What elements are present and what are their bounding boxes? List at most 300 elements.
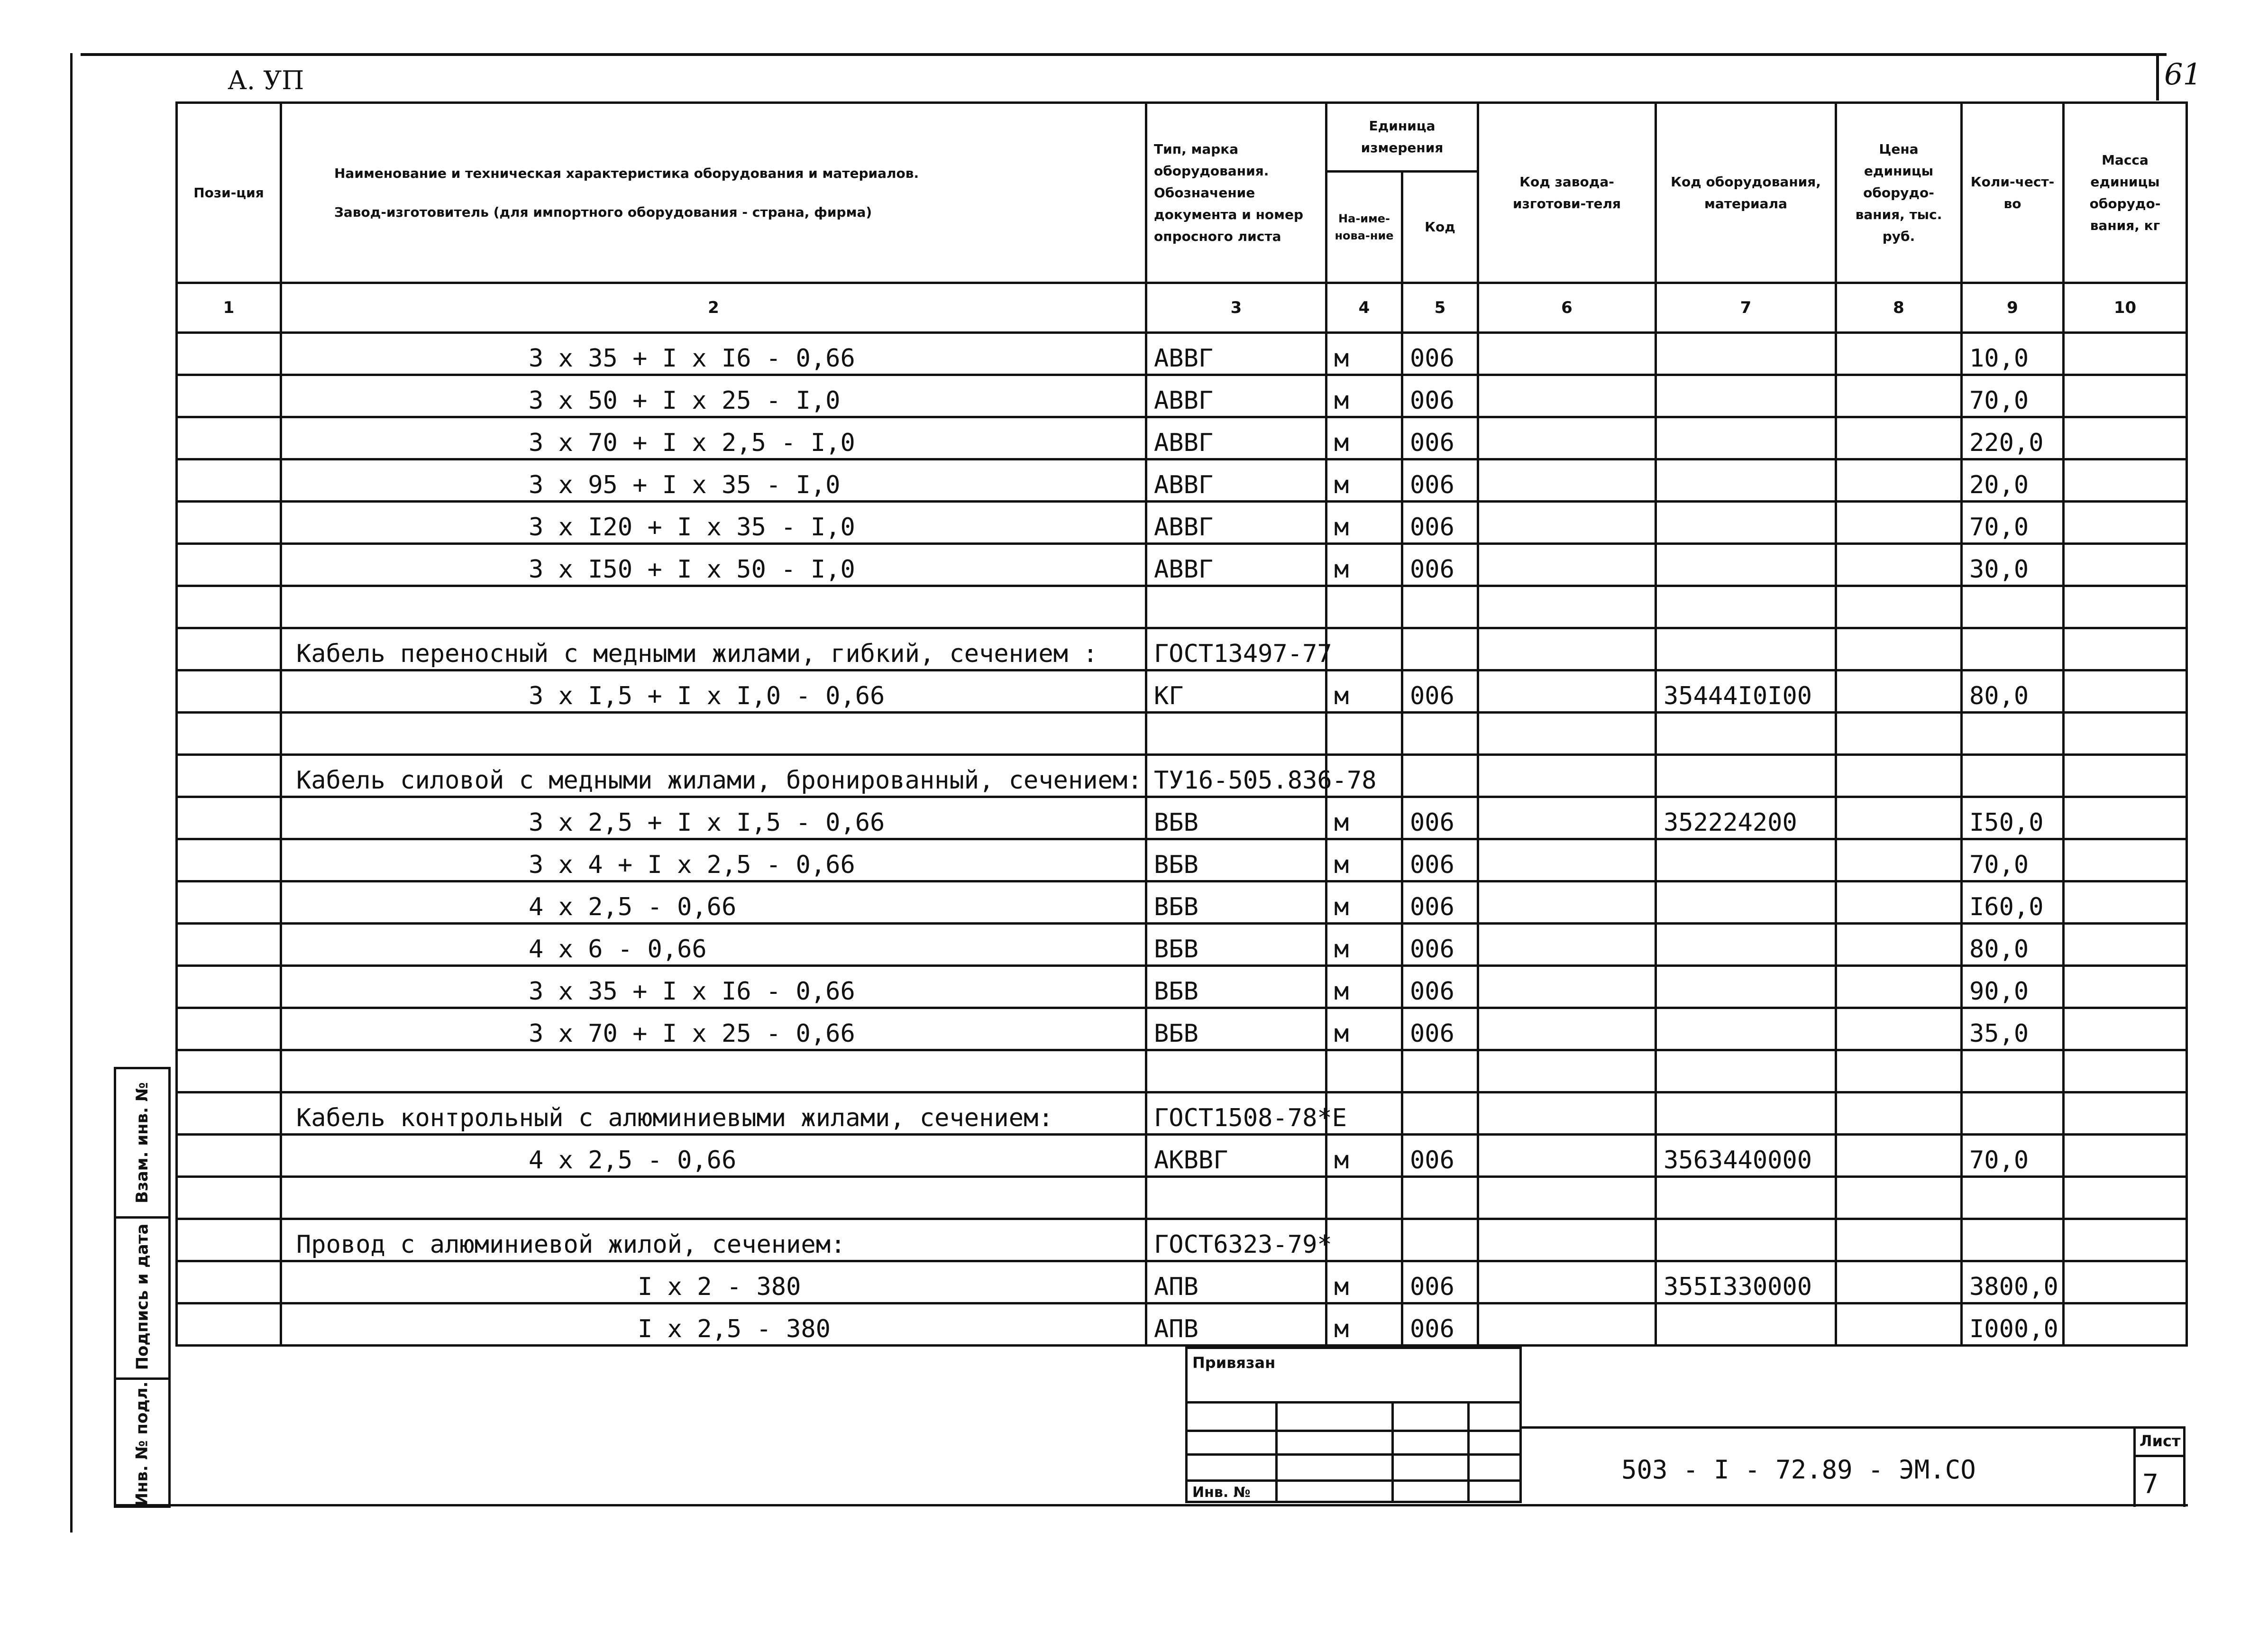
quantity-cell: I50,0 <box>1962 797 2064 839</box>
position-cell <box>177 755 281 797</box>
material-code-cell <box>1656 839 1836 881</box>
mfr-code-cell <box>1478 375 1656 417</box>
name-cell <box>281 586 1146 628</box>
type-cell: АПВ <box>1146 1261 1326 1303</box>
unit-code-cell: 006 <box>1402 333 1478 375</box>
position-cell <box>177 839 281 881</box>
price-cell <box>1836 755 1962 797</box>
name-cell: 3 x 35 + I x I6 - 0,66 <box>281 966 1146 1008</box>
name-cell: Провод с алюминиевой жилой, сечением: <box>281 1219 1146 1261</box>
col-header-material-code: Код оборудования, материала <box>1656 103 1836 283</box>
table-row <box>177 1303 2187 1346</box>
quantity-cell: 220,0 <box>1962 417 2064 459</box>
mfr-code-cell <box>1478 1303 1656 1346</box>
name-cell <box>281 713 1146 755</box>
quantity-cell <box>1962 1050 2064 1092</box>
price-cell <box>1836 1008 1962 1050</box>
unit-code-cell: 006 <box>1402 966 1478 1008</box>
name-cell: 4 x 6 - 0,66 <box>281 924 1146 966</box>
col-number: 4 <box>1326 283 1402 333</box>
material-code-cell <box>1656 1219 1836 1261</box>
col-header-price: Цена единицы оборудо-вания, тыс. руб. <box>1836 103 1962 283</box>
table-row <box>177 881 2187 924</box>
type-cell: АВВГ <box>1146 459 1326 502</box>
name-cell: Кабель переносный с медными жилами, гибкий, сечением : <box>281 628 1146 670</box>
price-cell <box>1836 1092 1962 1135</box>
material-code-cell <box>1656 375 1836 417</box>
unit-code-cell <box>1402 628 1478 670</box>
table-row <box>177 628 2187 670</box>
mass-cell <box>2064 670 2187 713</box>
bound-grid-line <box>1391 1401 1394 1503</box>
unit-name-cell: м <box>1326 1261 1402 1303</box>
mass-cell <box>2064 1177 2187 1219</box>
bound-label: Привязан <box>1192 1354 1276 1372</box>
table-row <box>177 713 2187 755</box>
quantity-cell <box>1962 628 2064 670</box>
bound-grid-line <box>1275 1401 1278 1503</box>
col-number: 8 <box>1836 283 1962 333</box>
material-code-cell <box>1656 333 1836 375</box>
quantity-cell <box>1962 713 2064 755</box>
type-cell: ГОСТ6323-79* <box>1146 1219 1326 1261</box>
unit-name-cell: м <box>1326 333 1402 375</box>
quantity-cell: 70,0 <box>1962 1135 2064 1177</box>
frame-bottom-line <box>114 1504 2188 1506</box>
price-cell <box>1836 586 1962 628</box>
quantity-cell: 30,0 <box>1962 544 2064 586</box>
name-cell: I x 2 - 380 <box>281 1261 1146 1303</box>
material-code-cell <box>1656 713 1836 755</box>
table-row <box>177 797 2187 839</box>
quantity-cell: 80,0 <box>1962 670 2064 713</box>
mass-cell <box>2064 755 2187 797</box>
position-cell <box>177 375 281 417</box>
mfr-code-cell <box>1478 755 1656 797</box>
unit-code-cell: 006 <box>1402 924 1478 966</box>
sheet-label: Лист <box>2140 1432 2181 1450</box>
position-cell <box>177 417 281 459</box>
col-header-name-line1: Наименование и техническая характеристика оборудования и материалов. <box>334 165 919 181</box>
price-cell <box>1836 628 1962 670</box>
table-row <box>177 586 2187 628</box>
unit-code-cell: 006 <box>1402 1008 1478 1050</box>
unit-code-cell: 006 <box>1402 881 1478 924</box>
unit-code-cell: 006 <box>1402 544 1478 586</box>
sheet-separator <box>2136 1455 2183 1457</box>
material-code-cell <box>1656 881 1836 924</box>
mass-cell <box>2064 375 2187 417</box>
mfr-code-cell <box>1478 1177 1656 1219</box>
mass-cell <box>2064 544 2187 586</box>
quantity-cell <box>1962 586 2064 628</box>
table-row <box>177 333 2187 375</box>
type-cell: ГОСТ1508-78*Е <box>1146 1092 1326 1135</box>
price-cell <box>1836 1303 1962 1346</box>
mass-cell <box>2064 839 2187 881</box>
strip-sign-date: Подпись и дата <box>133 1223 152 1370</box>
type-cell: ТУ16-505.836-78 <box>1146 755 1326 797</box>
quantity-cell: I000,0 <box>1962 1303 2064 1346</box>
price-cell <box>1836 797 1962 839</box>
quantity-cell <box>1962 1092 2064 1135</box>
price-cell <box>1836 1135 1962 1177</box>
col-number: 7 <box>1656 283 1836 333</box>
quantity-cell: 35,0 <box>1962 1008 2064 1050</box>
specification-body <box>177 333 2187 1346</box>
type-cell <box>1146 1050 1326 1092</box>
material-code-cell: 3563440000 <box>1656 1135 1836 1177</box>
price-cell <box>1836 502 1962 544</box>
type-cell: АВВГ <box>1146 544 1326 586</box>
name-cell: 3 x 4 + I x 2,5 - 0,66 <box>281 839 1146 881</box>
unit-name-cell: м <box>1326 881 1402 924</box>
stamp-top-line <box>1522 1426 2186 1429</box>
unit-name-cell <box>1326 1177 1402 1219</box>
position-cell <box>177 924 281 966</box>
name-cell: 3 x 70 + I x 25 - 0,66 <box>281 1008 1146 1050</box>
mass-cell <box>2064 333 2187 375</box>
strip-inv-swap: Взам. инв. № <box>133 1082 152 1203</box>
table-row <box>177 1135 2187 1177</box>
price-cell <box>1836 333 1962 375</box>
unit-name-cell: м <box>1326 375 1402 417</box>
mass-cell <box>2064 713 2187 755</box>
unit-code-cell <box>1402 1177 1478 1219</box>
quantity-cell: 10,0 <box>1962 333 2064 375</box>
type-cell: ВБВ <box>1146 966 1326 1008</box>
table-row <box>177 1219 2187 1261</box>
position-cell <box>177 1219 281 1261</box>
type-cell <box>1146 586 1326 628</box>
col-number: 3 <box>1146 283 1326 333</box>
price-cell <box>1836 1261 1962 1303</box>
mfr-code-cell <box>1478 713 1656 755</box>
bound-grid-line <box>1188 1479 1519 1482</box>
binding-strip <box>114 1067 171 1508</box>
mfr-code-cell <box>1478 417 1656 459</box>
sheet-box <box>2133 1426 2186 1507</box>
type-cell <box>1146 1177 1326 1219</box>
material-code-cell <box>1656 544 1836 586</box>
mfr-code-cell <box>1478 839 1656 881</box>
name-cell: 4 x 2,5 - 0,66 <box>281 1135 1146 1177</box>
price-cell <box>1836 1050 1962 1092</box>
mass-cell <box>2064 1219 2187 1261</box>
mass-cell <box>2064 628 2187 670</box>
position-cell <box>177 1177 281 1219</box>
unit-name-cell: м <box>1326 417 1402 459</box>
quantity-cell: 3800,0 <box>1962 1261 2064 1303</box>
col-number: 9 <box>1962 283 2064 333</box>
price-cell <box>1836 881 1962 924</box>
mfr-code-cell <box>1478 966 1656 1008</box>
position-cell <box>177 670 281 713</box>
table-row <box>177 1177 2187 1219</box>
sheet-mark: 61 <box>2164 57 2202 92</box>
col-number: 5 <box>1402 283 1478 333</box>
unit-name-cell <box>1326 1050 1402 1092</box>
unit-code-cell: 006 <box>1402 670 1478 713</box>
name-cell <box>281 1177 1146 1219</box>
unit-name-cell: м <box>1326 502 1402 544</box>
column-number-row <box>177 283 2187 333</box>
material-code-cell: 352224200 <box>1656 797 1836 839</box>
material-code-cell: 355I330000 <box>1656 1261 1836 1303</box>
table-row <box>177 924 2187 966</box>
price-cell <box>1836 924 1962 966</box>
mass-cell <box>2064 459 2187 502</box>
position-cell <box>177 1092 281 1135</box>
unit-code-cell: 006 <box>1402 1261 1478 1303</box>
quantity-cell: 70,0 <box>1962 502 2064 544</box>
quantity-cell <box>1962 1219 2064 1261</box>
position-cell <box>177 881 281 924</box>
unit-name-cell: м <box>1326 1008 1402 1050</box>
name-cell: 3 x 50 + I x 25 - I,0 <box>281 375 1146 417</box>
col-header-name <box>281 103 1146 283</box>
mfr-code-cell <box>1478 586 1656 628</box>
album-label: А. УП <box>228 65 304 95</box>
mfr-code-cell <box>1478 459 1656 502</box>
material-code-cell <box>1656 1177 1836 1219</box>
mass-cell <box>2064 1008 2187 1050</box>
price-cell <box>1836 375 1962 417</box>
unit-code-cell: 006 <box>1402 417 1478 459</box>
table-row <box>177 966 2187 1008</box>
unit-name-cell <box>1326 628 1402 670</box>
unit-name-cell: м <box>1326 839 1402 881</box>
position-cell <box>177 586 281 628</box>
unit-code-cell: 006 <box>1402 839 1478 881</box>
position-cell <box>177 544 281 586</box>
unit-name-cell: м <box>1326 797 1402 839</box>
type-cell: АВВГ <box>1146 417 1326 459</box>
table-row <box>177 544 2187 586</box>
type-cell: ВБВ <box>1146 924 1326 966</box>
unit-name-cell: м <box>1326 966 1402 1008</box>
mass-cell <box>2064 1303 2187 1346</box>
unit-code-cell: 006 <box>1402 375 1478 417</box>
type-cell: АКВВГ <box>1146 1135 1326 1177</box>
position-cell <box>177 502 281 544</box>
inv-label: Инв. № <box>1192 1484 1251 1501</box>
col-header-position: Пози-ция <box>177 103 281 283</box>
type-cell: ВБВ <box>1146 839 1326 881</box>
quantity-cell <box>1962 755 2064 797</box>
position-cell <box>177 459 281 502</box>
table-row <box>177 375 2187 417</box>
sheet-number: 7 <box>2142 1469 2158 1500</box>
unit-code-cell <box>1402 713 1478 755</box>
mfr-code-cell <box>1478 670 1656 713</box>
mfr-code-cell <box>1478 1092 1656 1135</box>
mass-cell <box>2064 924 2187 966</box>
name-cell: Кабель контрольный с алюминиевыми жилами, сечением: <box>281 1092 1146 1135</box>
unit-name-cell <box>1326 713 1402 755</box>
position-cell <box>177 1008 281 1050</box>
position-cell <box>177 333 281 375</box>
col-header-name-line2: Завод-изготовитель (для импортного оборудования - страна, фирма) <box>334 204 872 220</box>
quantity-cell: 80,0 <box>1962 924 2064 966</box>
col-header-unit-code: Код <box>1402 172 1478 283</box>
type-cell: ВБВ <box>1146 797 1326 839</box>
mass-cell <box>2064 417 2187 459</box>
mfr-code-cell <box>1478 502 1656 544</box>
mfr-code-cell <box>1478 1050 1656 1092</box>
quantity-cell: I60,0 <box>1962 881 2064 924</box>
unit-name-cell: м <box>1326 670 1402 713</box>
unit-code-cell <box>1402 1219 1478 1261</box>
col-header-type: Тип, марка оборудования. Обозначение документа и номер опросного листа <box>1146 103 1326 283</box>
position-cell <box>177 713 281 755</box>
unit-name-cell: м <box>1326 459 1402 502</box>
quantity-cell <box>1962 1177 2064 1219</box>
unit-code-cell: 006 <box>1402 459 1478 502</box>
price-cell <box>1836 459 1962 502</box>
unit-code-cell <box>1402 755 1478 797</box>
bound-grid-line <box>1467 1401 1470 1503</box>
name-cell: 3 x 70 + I x 2,5 - I,0 <box>281 417 1146 459</box>
unit-code-cell: 006 <box>1402 1303 1478 1346</box>
material-code-cell <box>1656 966 1836 1008</box>
quantity-cell: 90,0 <box>1962 966 2064 1008</box>
price-cell <box>1836 670 1962 713</box>
bound-box <box>1185 1347 1522 1503</box>
frame-left-line <box>70 53 73 1533</box>
mass-cell <box>2064 881 2187 924</box>
material-code-cell <box>1656 1050 1836 1092</box>
position-cell <box>177 1261 281 1303</box>
mfr-code-cell <box>1478 333 1656 375</box>
price-cell <box>1836 1177 1962 1219</box>
table-row <box>177 1092 2187 1135</box>
mass-cell <box>2064 1135 2187 1177</box>
table-row <box>177 670 2187 713</box>
bound-grid-line <box>1188 1453 1519 1456</box>
type-cell: ВБВ <box>1146 881 1326 924</box>
name-cell: 3 x I,5 + I x I,0 - 0,66 <box>281 670 1146 713</box>
name-cell: I x 2,5 - 380 <box>281 1303 1146 1346</box>
mass-cell <box>2064 1092 2187 1135</box>
price-cell <box>1836 417 1962 459</box>
col-header-mfr-code: Код завода-изготови-теля <box>1478 103 1656 283</box>
position-cell <box>177 797 281 839</box>
col-header-mass: Масса единицы оборудо-вания, кг <box>2064 103 2187 283</box>
mfr-code-cell <box>1478 1261 1656 1303</box>
price-cell <box>1836 1219 1962 1261</box>
position-cell <box>177 1050 281 1092</box>
material-code-cell <box>1656 1303 1836 1346</box>
table-row <box>177 1050 2187 1092</box>
unit-code-cell <box>1402 1092 1478 1135</box>
table-row <box>177 755 2187 797</box>
price-cell <box>1836 966 1962 1008</box>
type-cell: АПВ <box>1146 1303 1326 1346</box>
mfr-code-cell <box>1478 544 1656 586</box>
type-cell: АВВГ <box>1146 502 1326 544</box>
mfr-code-cell <box>1478 1219 1656 1261</box>
unit-code-cell: 006 <box>1402 502 1478 544</box>
unit-name-cell <box>1326 586 1402 628</box>
material-code-cell: 35444I0I00 <box>1656 670 1836 713</box>
unit-code-cell <box>1402 586 1478 628</box>
quantity-cell: 20,0 <box>1962 459 2064 502</box>
col-number: 10 <box>2064 283 2187 333</box>
type-cell: ГОСТ13497-77 <box>1146 628 1326 670</box>
unit-code-cell: 006 <box>1402 1135 1478 1177</box>
type-cell: АВВГ <box>1146 333 1326 375</box>
position-cell <box>177 628 281 670</box>
unit-code-cell: 006 <box>1402 797 1478 839</box>
mfr-code-cell <box>1478 628 1656 670</box>
col-header-unit: Единица измерения <box>1326 103 1478 172</box>
mfr-code-cell <box>1478 797 1656 839</box>
quantity-cell: 70,0 <box>1962 839 2064 881</box>
mass-cell <box>2064 966 2187 1008</box>
name-cell: 3 x 95 + I x 35 - I,0 <box>281 459 1146 502</box>
table-row <box>177 839 2187 881</box>
unit-code-cell <box>1402 1050 1478 1092</box>
table-row <box>177 417 2187 459</box>
position-cell <box>177 1135 281 1177</box>
table-row <box>177 502 2187 544</box>
material-code-cell <box>1656 586 1836 628</box>
mass-cell <box>2064 797 2187 839</box>
position-cell <box>177 1303 281 1346</box>
frame-top-line <box>81 53 2167 56</box>
mass-cell <box>2064 586 2187 628</box>
table-row <box>177 459 2187 502</box>
unit-name-cell: м <box>1326 924 1402 966</box>
name-cell: 4 x 2,5 - 0,66 <box>281 881 1146 924</box>
bound-grid-line <box>1188 1401 1519 1404</box>
price-cell <box>1836 544 1962 586</box>
name-cell: 3 x I50 + I x 50 - I,0 <box>281 544 1146 586</box>
mass-cell <box>2064 502 2187 544</box>
name-cell: 3 x 2,5 + I x I,5 - 0,66 <box>281 797 1146 839</box>
col-number: 6 <box>1478 283 1656 333</box>
col-number: 2 <box>281 283 1146 333</box>
type-cell: КГ <box>1146 670 1326 713</box>
col-header-quantity: Коли-чест-во <box>1962 103 2064 283</box>
header-row <box>177 103 2187 172</box>
document-code: 503 - I - 72.89 - ЭМ.СО <box>1621 1455 1976 1485</box>
material-code-cell <box>1656 628 1836 670</box>
name-cell: 3 x 35 + I x I6 - 0,66 <box>281 333 1146 375</box>
type-cell: АВВГ <box>1146 375 1326 417</box>
bound-grid-line <box>1188 1430 1519 1432</box>
position-cell <box>177 966 281 1008</box>
mfr-code-cell <box>1478 1135 1656 1177</box>
price-cell <box>1836 713 1962 755</box>
material-code-cell <box>1656 755 1836 797</box>
material-code-cell <box>1656 1092 1836 1135</box>
mfr-code-cell <box>1478 924 1656 966</box>
material-code-cell <box>1656 417 1836 459</box>
table-row <box>177 1008 2187 1050</box>
unit-name-cell: м <box>1326 544 1402 586</box>
frame-right-line <box>2156 53 2159 101</box>
name-cell <box>281 1050 1146 1092</box>
specification-table <box>175 101 2188 1347</box>
type-cell <box>1146 713 1326 755</box>
material-code-cell <box>1656 459 1836 502</box>
unit-name-cell <box>1326 1219 1402 1261</box>
type-cell: ВБВ <box>1146 1008 1326 1050</box>
table-row <box>177 1261 2187 1303</box>
name-cell: 3 x I20 + I x 35 - I,0 <box>281 502 1146 544</box>
